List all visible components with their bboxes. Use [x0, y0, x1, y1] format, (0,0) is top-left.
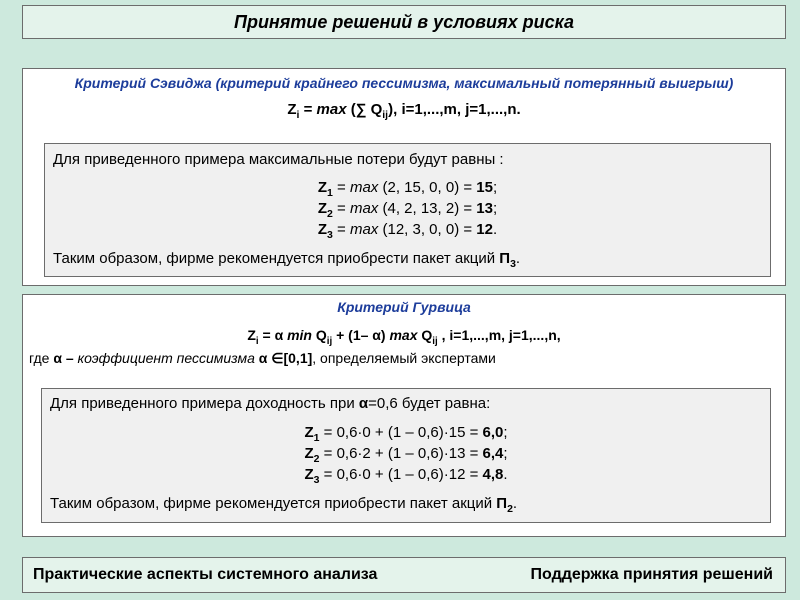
page-title-text: Принятие решений в условиях риска: [234, 11, 574, 32]
page-title: [22, 5, 786, 39]
savage-heading: Критерий Сэвиджа (критерий крайнего пессимизма, максимальный потерянный выигрыш): [74, 75, 734, 91]
hurwicz-row-1: $Z_1 = 0,6\cdot 0 + (1 - 0,6)\cdot 15 = 6,0$;: [304, 424, 508, 444]
hurwicz-heading: Критерий Гурвица: [337, 299, 471, 315]
hurwicz-example-intro: Для приведенного примера доходность при α=0,6 будет равна:: [50, 395, 491, 412]
savage-row-3: $Z_3 = \max (12$, 3, 0, 0) = 12.: [317, 221, 498, 241]
savage-example-box: [44, 143, 771, 277]
savage-formula: $Z_i = \max$ (∑ $Q_{ij}$), i=1,...,m, j=1,...,n.: [287, 101, 521, 121]
hurwicz-conclusion: Таким образом, фирме рекомендуется приобрести пакет акций $П_2$.: [50, 495, 518, 515]
footer-left-label: Практические аспекты системного анализа: [33, 566, 378, 583]
footer-bar: [22, 557, 786, 593]
hurwicz-row-3: $Z_3 = 0,6\cdot 0 + (1 - 0,6)\cdot 12 = 4,8$.: [304, 466, 508, 486]
hurwicz-row-2: $Z_2 = 0,6\cdot 2 + (1 - 0,6)\cdot 13 = 6,4$;: [304, 445, 508, 465]
savage-criterion-panel: [22, 68, 786, 286]
savage-row-2: $Z_2 = \max (4$, 2, 13, 2) = 13;: [317, 200, 498, 220]
savage-row-1: $Z_1 = \max (2$, 15, 0, 0) = 15;: [317, 179, 498, 199]
savage-example-intro: Для приведенного примера максимальные потери будут равны :: [53, 151, 504, 168]
hurwicz-alpha-definition: где α – коэффициент пессимизма α ∈[0,1], определяемый экспертами: [29, 350, 496, 366]
savage-conclusion: Таким образом, фирме рекомендуется приобрести пакет акций $П_3$.: [53, 250, 521, 270]
footer-right-label: Поддержка принятия решений: [530, 566, 773, 583]
hurwicz-example-box: [41, 388, 771, 523]
hurwicz-formula: $Z_i = \alpha$ $\min Q_{ij} + (1-$ α) $\max Q_{ij}$ , i=1,...,m, j=1,...,n,: [247, 327, 561, 347]
hurwicz-criterion-panel: [22, 294, 786, 537]
